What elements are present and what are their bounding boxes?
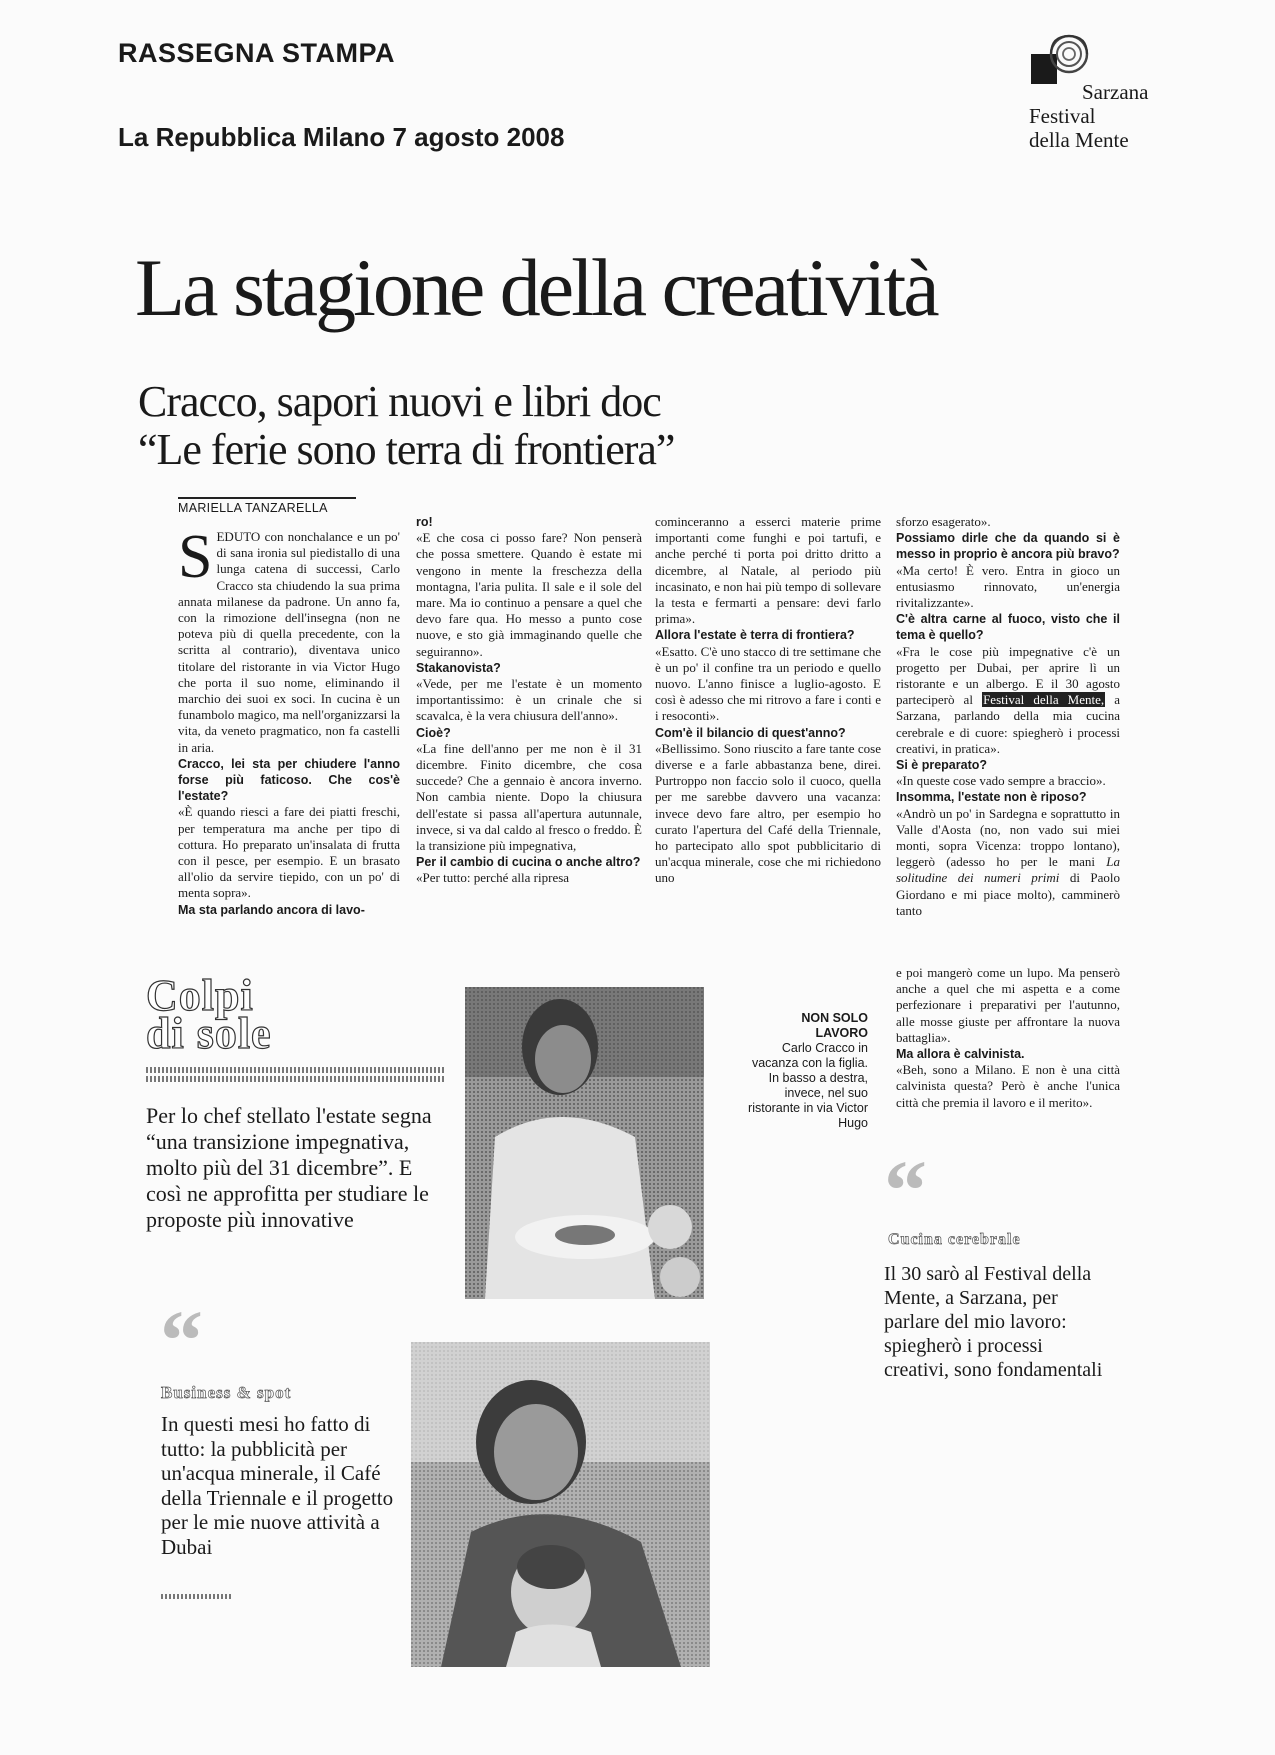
photo-cracco-with-daughter [411, 1342, 710, 1667]
interview-question: Cracco, lei sta per chiudere l'anno forse più faticoso. Che cos'è l'estate? [178, 756, 400, 804]
interview-answer: «In queste cose vado sempre a braccio». [896, 773, 1106, 789]
interview-answer: «È quando riesci a fare dei piatti freschi, per temperatura ma anche per tipo di cottura. Ho preparato un'insalata di frutta con il pesce, per esempio. E un brasato all'olio da servire tiepido, con un po' di menta sopra». [178, 804, 400, 901]
highlighted-festival-name: Festival della Mente, [983, 692, 1105, 708]
pull-quote-text: In questi mesi ho fatto di tutto: la pubblicità per un'acqua minerale, il Café della Triennale e il progetto per le mie nuove attività a Dubai [161, 1412, 394, 1559]
article-subtitle [138, 378, 674, 474]
drop-cap: S [178, 523, 213, 591]
colpi-title-line-1: Colpi [146, 971, 254, 1020]
interview-answer: cominceranno a esserci materie prime importanti come funghi e poi tartufi, e anche perché ti porta poi dritto dritto a dicembre, al Natale, al periodo più incasinato, e non hai più tempo di sollevare la testa e fermarti a pensare: devi farlo prima». [655, 514, 881, 627]
interview-question: Possiamo dirle che da quando si è messo in proprio è ancora più bravo? [896, 531, 1120, 562]
sidebar-summary-text: Per lo chef stellato l'estate segna “una transizione impegnativa, molto più del 31 dicembre”. E così ne approfitta per studiare le proposte più innovative [146, 1103, 432, 1232]
dotted-divider [146, 1067, 446, 1073]
interview-question: Per il cambio di cucina o anche altro? [416, 855, 641, 870]
logo-line-della-mente: della Mente [1029, 128, 1129, 152]
answer-text: «Fra le cose più impegnative c'è un progetto per Dubai, per aprire lì un ristorante e un albergo. E il 30 agosto parteciperò al [896, 643, 1120, 708]
interview-answer [896, 806, 1120, 919]
interview-question: Si è preparato? [896, 758, 987, 773]
article-column-4-continued [896, 965, 1120, 1111]
interview-question: Allora l'estate è terra di frontiera? [655, 628, 855, 643]
interview-answer: «Beh, sono a Milano. E non è una città calvinista questa? Però è anche l'unica città che premia il lavoro e il merito». [896, 1062, 1120, 1110]
interview-answer: «Vede, per me l'estate è un momento importantissimo: è un crinale che si scavalca, è la vera chiusura dell'anno». [416, 676, 642, 724]
article-column-4 [896, 514, 1120, 919]
caption-heading-line-2: LAVORO [815, 1026, 868, 1040]
paragraph-text: EDUTO con nonchalance e un po' di sana ironia sul piedistallo di una lunga catena di successi, Carlo Cracco sta chiudendo la sua prima annata milanese da padrone. Un anno fa, con la rimozione dell'insegna (non ne poteva più di quella precedente, con la scritta al contrario), diventava unico titolare del ristorante in via Victor Hugo che porta il suo nome, eliminando il marchio dei suoi ex soci. In cucina è un funambolo magico, ma nell'organizzarsi la vita, da veneto pragmatico, non fa castelli in aria. [178, 529, 400, 755]
interview-answer: e poi mangerò come un lupo. Ma penserò anche a quel che mi aspetta e a come perfezionare i preparativi per l'autunno, alle mosse giuste per affrontare la nuova battaglia». [896, 965, 1120, 1045]
interview-answer: «Ma certo! È vero. Entra in gioco un entusiasmo rinnovato, un'energia rivitalizzante». [896, 562, 1120, 611]
photo-caption [744, 1011, 868, 1131]
article-column-3 [655, 514, 881, 887]
quote-mark-icon: “ [160, 1292, 203, 1388]
logo-text-festival [1029, 104, 1129, 152]
answer-text: a Sarzana, parlando della mia cucina cerebrale e di cuore: spiegherò i processi creativi, in pratica». [896, 692, 1121, 756]
quote-label-cucina-cerebrale: Cucina cerebrale [888, 1231, 1021, 1248]
caption-heading-line-1: NON SOLO [801, 1011, 868, 1025]
festival-logo [1028, 28, 1178, 158]
interview-answer: sforzo esagerato». [896, 514, 991, 529]
caption-text: Carlo Cracco in vacanza con la figlia. In basso a destra, invece, nel suo ristorante in via Victor Hugo [748, 1041, 868, 1130]
quote-label-business-spot: Business & spot [161, 1383, 292, 1402]
spiral-logo-icon [1031, 32, 1089, 84]
interview-question: C'è altra carne al fuoco, visto che il tema è quello? [896, 612, 1120, 643]
subtitle-line-1: Cracco, sapori nuovi e libri doc [138, 377, 661, 426]
interview-question: Com'è il bilancio di quest'anno? [655, 725, 846, 740]
article-column-1 [178, 523, 400, 918]
interview-answer: «La fine dell'anno per me non è il 31 dicembre. Finito dicembre, che cosa succede? Che a gennaio è ancora inverno. Non cambia niente. Dopo la chiusura dell'estate si passa all'apertura autunnale, invece, si va dal caldo al fresco o freddo. È la transizione più impegnativa, [416, 740, 642, 854]
interview-question: Stakanovista? [416, 660, 501, 675]
interview-question: Ma sta parlando ancora di lavo- [178, 902, 365, 917]
colpi-title-line-2: di sole [146, 1009, 272, 1058]
answer-text: «Andrò un po' in Sardegna e soprattutto in Valle d'Aosta (no, non vado sui miei monti, sopra Vicenza: troppo lontano), leggerò (adesso ho per le mani [896, 805, 1120, 870]
interview-question: Insomma, l'estate non è riposo? [896, 790, 1087, 805]
photo-cracco-in-restaurant [465, 987, 704, 1299]
source-line: La Repubblica Milano 7 agosto 2008 [118, 122, 565, 152]
interview-question: Cioè? [416, 725, 451, 740]
interview-question: ro! [416, 515, 433, 529]
dotted-divider [146, 1076, 446, 1082]
byline: MARIELLA TANZARELLA [178, 497, 356, 515]
pull-quote-text: Il 30 sarò al Festival della Mente, a Sarzana, per parlare del mio lavoro: spiegherò i processi creativi, sono fondamentali [884, 1263, 1103, 1381]
interview-question: Ma allora è calvinista. [896, 1047, 1025, 1062]
interview-answer: «Per tutto: perché alla ripresa [416, 870, 570, 886]
interview-answer [896, 644, 1120, 757]
logo-line-festival: Festival [1029, 104, 1096, 128]
logo-text-sarzana: Sarzana [1082, 80, 1149, 104]
interview-answer: «Bellissimo. Sono riuscito a fare tante cose diverse e a farle abbastanza bene, direi. Purtroppo non faccio solo il cuoco, quella per me sarebbe davvero una vacanza: invece devo fare altro, per esempio ho curato l'apertura del Café della Triennale, ho partecipato allo spot pubblicitario di un'acqua minerale, cose che mi richiedono uno [655, 740, 881, 886]
subtitle-line-2: “Le ferie sono terra di frontiera” [138, 425, 675, 474]
dotted-divider [161, 1594, 231, 1599]
interview-answer: «Esatto. C'è uno stacco di tre settimane che è un po' il confine tra un periodo e quello nuovo. L'anno finisce a luglio-agosto. E così è adesso che mi ritrovo a fare i conti e i resoconti». [655, 643, 881, 724]
sidebar-colpi-di-sole-title [146, 971, 272, 1058]
interview-answer: «E che cosa ci posso fare? Non penserà che possa smettere. Quando è estate mi vengono in mente la freschezza della montagna, l'aria pulita. Il sale e il sole del mare. Ma io continuo a pensare a quel che devo fare qua. Ho messo a punto cose nuove, e sto già immaginando quelle che seguiranno». [416, 530, 642, 659]
press-review-label: RASSEGNA STAMPA [118, 38, 396, 68]
book-title: La solitudine dei numeri primi [896, 854, 1120, 886]
article-title: La stagione della creatività [135, 242, 937, 333]
article-column-2 [416, 514, 642, 887]
answer-text: di Paolo Giordano e mi piace molto), camminerò tanto [896, 870, 1120, 918]
intro-paragraph [178, 523, 400, 756]
quote-mark-icon: “ [884, 1142, 927, 1238]
